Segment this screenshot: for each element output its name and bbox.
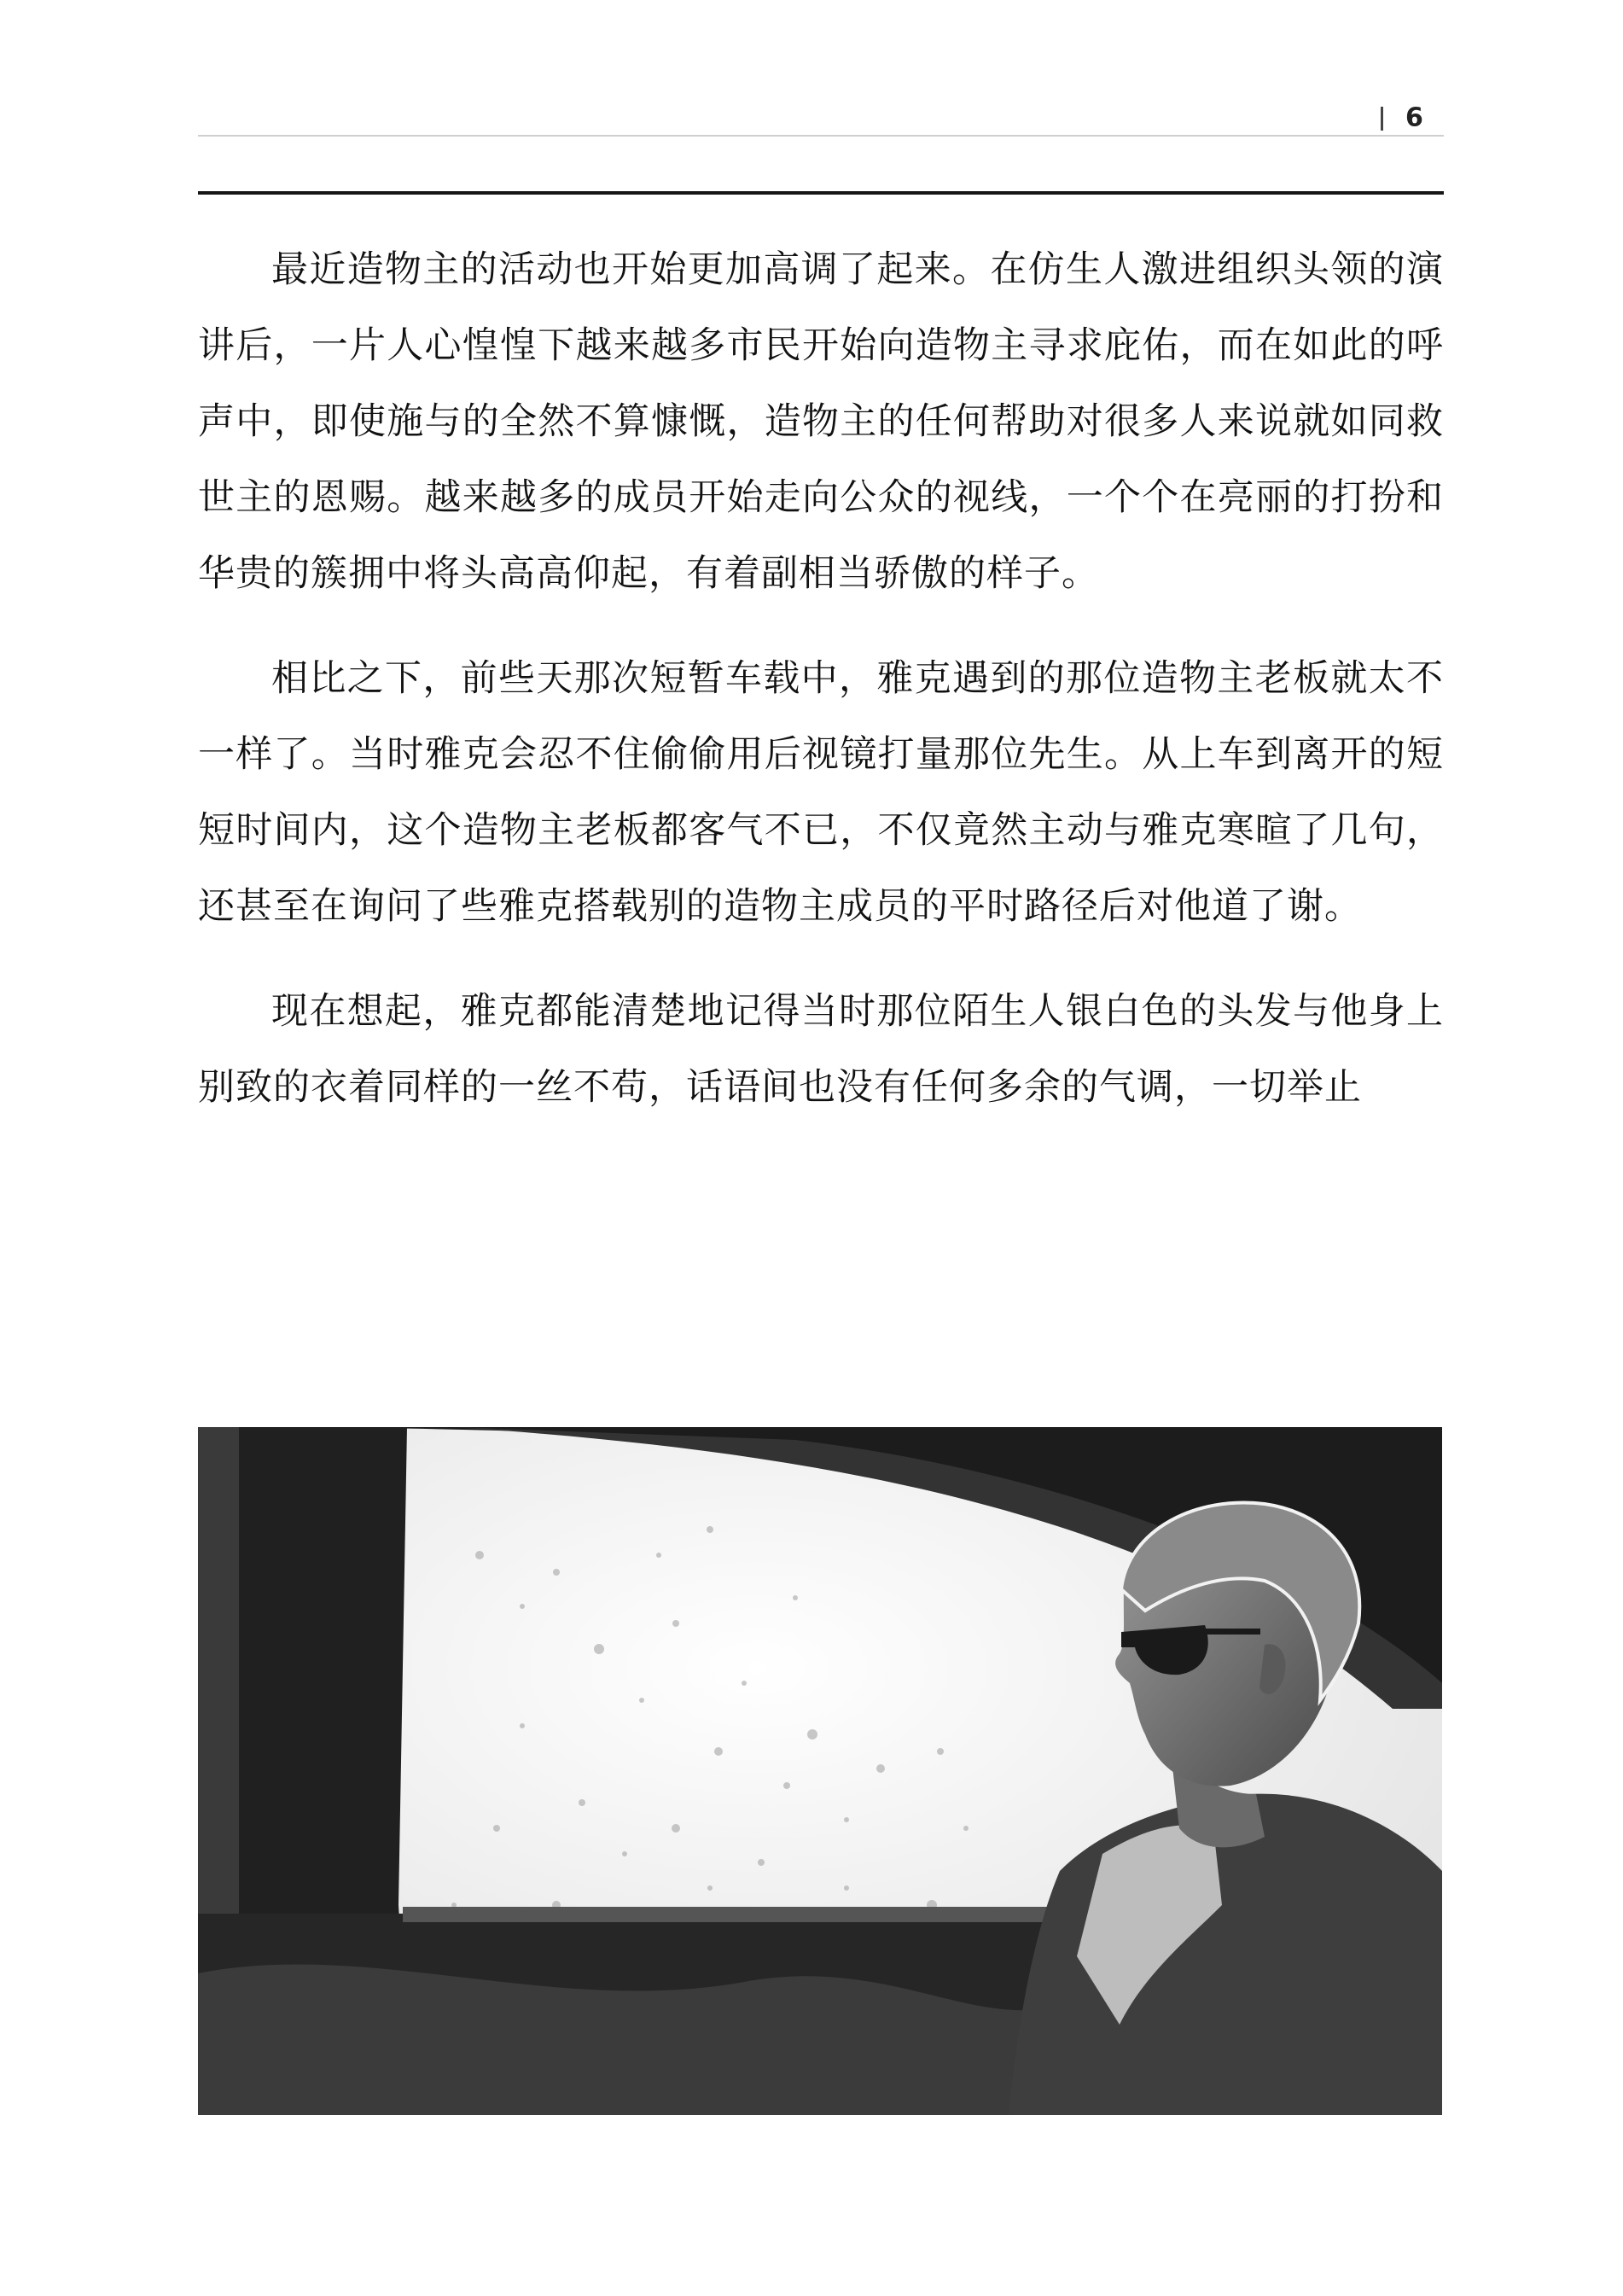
page-number-value: 6 — [1405, 102, 1423, 133]
paragraph-3: 现在想起，雅克都能清楚地记得当时那位陌生人银白色的头发与他身上别致的衣着同样的一丝不苟，话语间也没有任何多余的气调，一切举止 — [198, 990, 1444, 1109]
body-text — [198, 232, 1444, 1155]
header-rule-thin — [198, 135, 1444, 137]
page-number — [1381, 101, 1449, 135]
header-rule-thick — [198, 191, 1444, 195]
sill-edge — [403, 1907, 1051, 1922]
page-number-separator — [1381, 107, 1383, 131]
illustration — [198, 1427, 1442, 2115]
paragraph-1: 最近造物主的活动也开始更加高调了起来。在仿生人激进组织头领的演讲后，一片人心惶惶下越来越多市民开始向造物主寻求庇佑，而在如此的呼声中，即使施与的全然不算慷慨，造物主的任何帮助对很多人来说就如同救世主的恩赐。越来越多的成员开始走向公众的视线，一个个在亮丽的打扮和华贵的簇拥中将头高高仰起，有着副相当骄傲的样子。 — [198, 248, 1444, 595]
sunglasses-arm — [1201, 1629, 1260, 1635]
paragraph-2: 相比之下，前些天那次短暂车载中，雅克遇到的那位造物主老板就太不一样了。当时雅克会忍不住偷偷用后视镜打量那位先生。从上车到离开的短短时间内，这个造物主老板都客气不已，不仅竟然主动与雅克寒暄了几句，还甚至在询问了些雅克搭载别的造物主成员的平时路径后对他道了谢。 — [198, 657, 1444, 928]
illustration-artwork — [198, 1427, 1442, 2115]
